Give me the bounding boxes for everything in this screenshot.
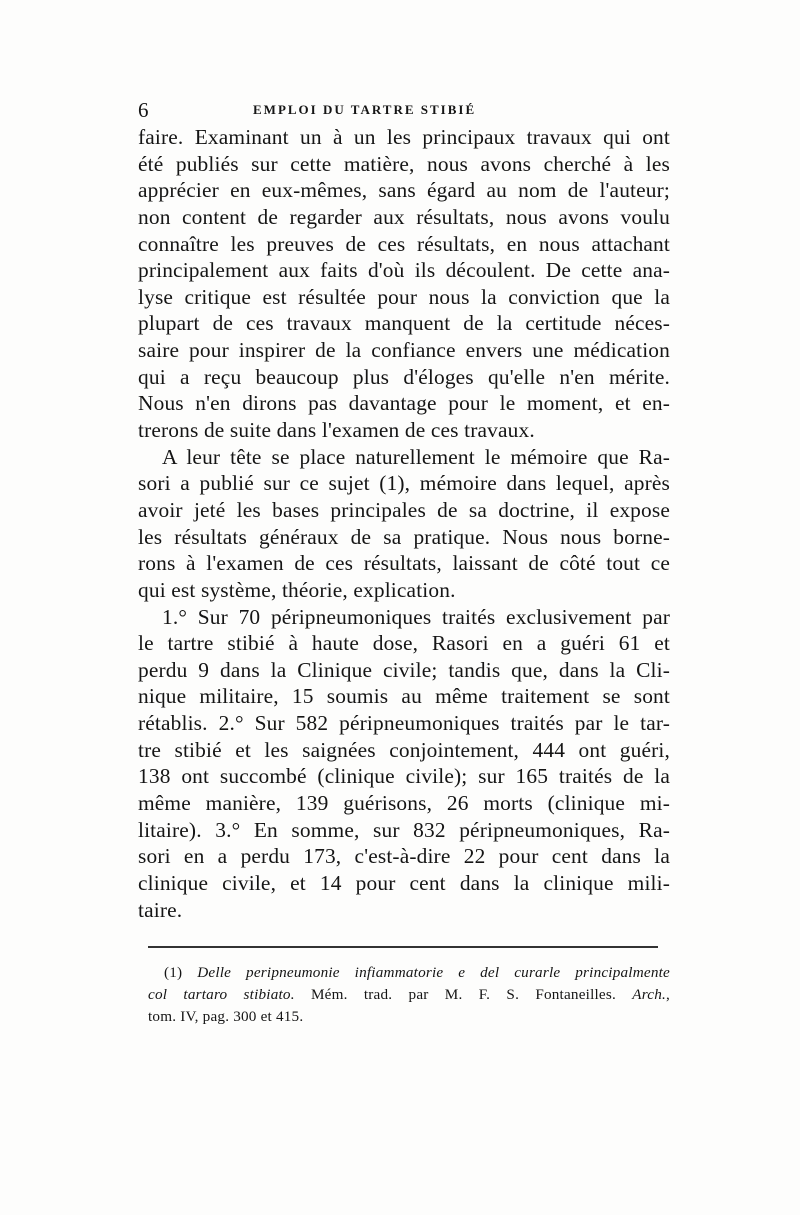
text-line: avoir jeté les bases principales de sa doctrine, il expose [138, 497, 670, 522]
page-number: 6 [138, 98, 149, 122]
text-line: nique militaire, 15 soumis au même traitement se sont [138, 684, 670, 709]
footnote-marker: (1) [164, 964, 198, 981]
footnote-line [148, 962, 670, 984]
text-line: été publiés sur cette matière, nous avons cherché à les [138, 151, 670, 176]
text-line: qui est système, théorie, explication. [138, 577, 456, 602]
running-head: EMPLOI DU TARTRE STIBIÉ [253, 102, 477, 117]
text-line: rons à l'examen de ces résultats, laissant de côté tout ce [138, 551, 670, 576]
text-line: taire. [138, 897, 183, 922]
text-line: plupart de ces travaux manquent de la certitude néces- [138, 311, 670, 336]
main-text [138, 124, 670, 923]
footnote-title-cont: col tartaro stibiato. [148, 986, 295, 1003]
footnote-translation: Mém. trad. par M. F. S. Fontaneilles. [294, 986, 633, 1003]
text-line: même manière, 139 guérisons, 26 morts (clinique mi- [138, 791, 670, 816]
text-line: tre stibié et les saignées conjointement, 444 ont guéri, [138, 737, 670, 762]
text-line: litaire). 3.° En somme, sur 832 péripneumoniques, Ra- [138, 817, 670, 842]
text-line: rétablis. 2.° Sur 582 péripneumoniques traités par le tar- [138, 711, 670, 736]
text-line: sori en a perdu 173, c'est-à-dire 22 pour cent dans la [138, 844, 670, 869]
text-line: clinique civile, et 14 pour cent dans la clinique mili- [138, 870, 670, 895]
footnote-comma: , [666, 986, 670, 1003]
text-line: perdu 9 dans la Clinique civile; tandis que, dans la Cli- [138, 657, 670, 682]
page-header [138, 96, 670, 124]
text-line: trerons de suite dans l'examen de ces travaux. [138, 418, 535, 443]
text-line: connaître les preuves de ces résultats, en nous attachant [138, 231, 670, 256]
footnote-journal: Arch. [632, 986, 666, 1003]
footnote-divider [148, 946, 658, 948]
footnote [148, 962, 670, 1028]
text-line: 138 ont succombé (clinique civile); sur 165 traités de la [138, 764, 670, 789]
text-line: faire. Examinant un à un les principaux travaux qui ont [138, 125, 670, 149]
text-line: lyse critique est résultée pour nous la conviction que la [138, 284, 670, 309]
footnote-line: tom. IV, pag. 300 et 415. [148, 1008, 304, 1025]
text-line: les résultats généraux de sa pratique. Nous nous borne- [138, 524, 670, 549]
text-line: saire pour inspirer de la confiance envers une médication [138, 338, 670, 363]
text-line: apprécier en eux-mêmes, sans égard au nom de l'auteur; [138, 178, 670, 203]
footnote-title: Delle peripneumonie infiammatorie e del curarle principalmente [197, 964, 670, 981]
text-line: Nous n'en dirons pas davantage pour le moment, et en- [138, 391, 670, 416]
text-line: A leur tête se place naturellement le mémoire que Ra- [162, 444, 670, 469]
text-line: sori a publié sur ce sujet (1), mémoire dans lequel, après [138, 471, 670, 496]
text-line: 1.° Sur 70 péripneumoniques traités exclusivement par [162, 604, 670, 629]
text-line: le tartre stibié à haute dose, Rasori en a guéri 61 et [138, 631, 670, 656]
footnote-line [148, 984, 670, 1006]
text-line: non content de regarder aux résultats, nous avons voulu [138, 204, 670, 229]
text-line: qui a reçu beaucoup plus d'éloges qu'elle n'en mérite. [138, 364, 670, 389]
text-line: principalement aux faits d'où ils découlent. De cette ana- [138, 258, 670, 283]
